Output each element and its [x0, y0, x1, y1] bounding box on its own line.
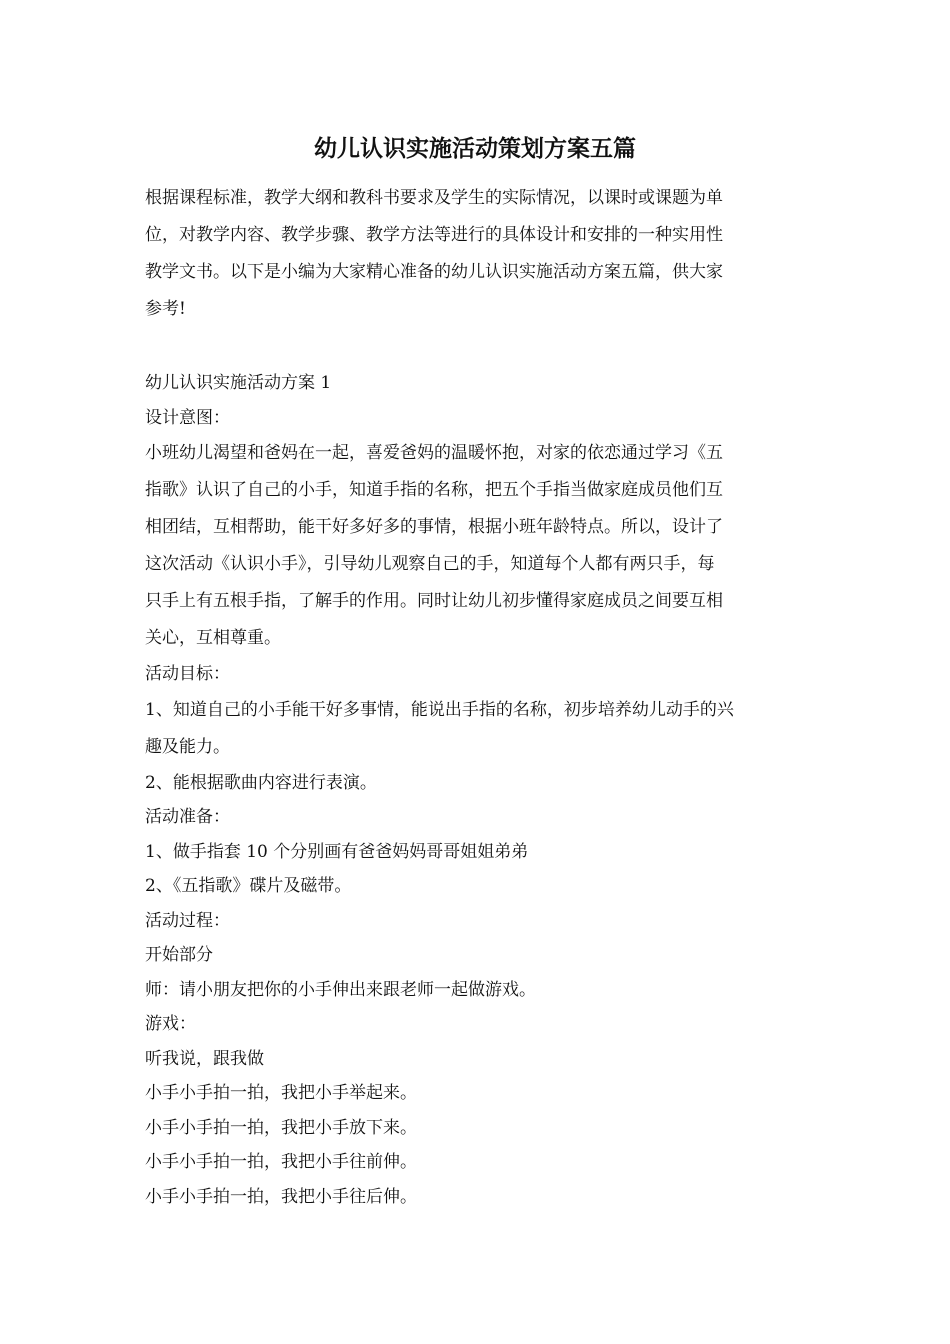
process-line: 开始部分	[145, 945, 213, 965]
intro-line: 根据课程标准，教学大纲和教科书要求及学生的实际情况，以课时或课题为单	[145, 188, 723, 208]
intro-line: 位，对教学内容、教学步骤、教学方法等进行的具体设计和安排的一种实用性	[145, 225, 723, 245]
section-heading: 幼儿认识实施活动方案 1	[145, 373, 332, 393]
design-line: 相团结，互相帮助，能干好多好多的事情，根据小班年龄特点。所以，设计了	[145, 517, 723, 537]
design-line: 关心，互相尊重。	[145, 628, 281, 648]
design-line: 小班幼儿渴望和爸妈在一起，喜爱爸妈的温暖怀抱，对家的依恋通过学习《五	[145, 443, 723, 463]
design-line: 只手上有五根手指，了解手的作用。同时让幼儿初步懂得家庭成员之间要互相	[145, 591, 723, 611]
goal-item: 趣及能力。	[145, 736, 230, 757]
design-line: 指歌》认识了自己的小手，知道手指的名称，把五个手指当做家庭成员他们互	[145, 480, 723, 500]
prep-item: 2、《五指歌》碟片及磁带。	[145, 876, 352, 896]
goal-item: 1、知道自己的小手能干好多事情，能说出手指的名称，初步培养幼儿动手的兴	[145, 699, 734, 720]
process-line: 听我说，跟我做	[145, 1048, 264, 1069]
process-line: 小手小手拍一拍，我把小手举起来。	[145, 1083, 417, 1103]
prep-item: 1、做手指套 10 个分别画有爸爸妈妈哥哥姐姐弟弟	[145, 841, 529, 862]
document-title: 幼儿认识实施活动策划方案五篇	[314, 135, 636, 162]
process-label: 活动过程：	[145, 910, 230, 931]
process-line: 小手小手拍一拍，我把小手往前伸。	[145, 1152, 417, 1172]
section-1	[145, 366, 807, 1214]
goal-item: 2、能根据歌曲内容进行表演。	[145, 772, 377, 793]
process-line: 小手小手拍一拍，我把小手放下来。	[145, 1117, 417, 1138]
prep-label: 活动准备：	[145, 807, 230, 827]
process-line: 师：请小朋友把你的小手伸出来跟老师一起做游戏。	[145, 979, 536, 1000]
process-line: 小手小手拍一拍，我把小手往后伸。	[145, 1186, 417, 1207]
process-line: 游戏：	[145, 1014, 196, 1034]
intro-paragraph	[145, 180, 807, 328]
design-paragraph	[145, 435, 807, 657]
intro-line: 参考!	[145, 299, 186, 319]
intro-line: 教学文书。以下是小编为大家精心准备的幼儿认识实施活动方案五篇，供大家	[145, 262, 723, 282]
design-label: 设计意图：	[145, 407, 230, 428]
design-line: 这次活动《认识小手》，引导幼儿观察自己的手，知道每个人都有两只手，每	[145, 554, 715, 574]
goals-label: 活动目标：	[145, 664, 230, 684]
